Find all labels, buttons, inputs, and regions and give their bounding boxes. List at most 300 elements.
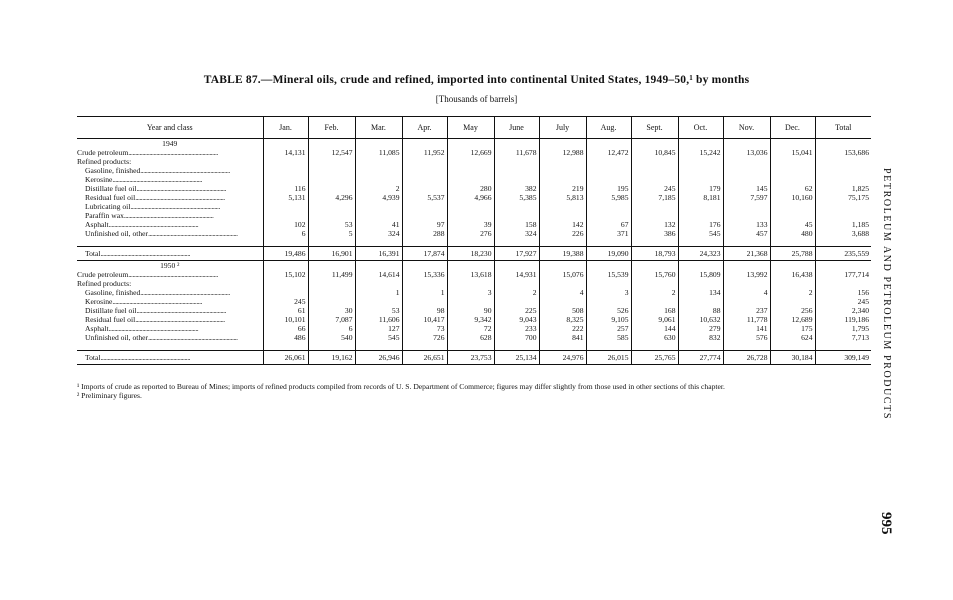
table-row	[77, 297, 871, 306]
empty-cell	[631, 261, 678, 271]
table-cell: 168	[631, 306, 678, 315]
table-cell: 628	[447, 333, 494, 342]
table-cell: 127	[355, 324, 402, 333]
table-cell: 15,041	[770, 148, 815, 157]
table-cell	[586, 211, 631, 220]
table-cell: 245	[815, 297, 871, 306]
total-label	[77, 247, 263, 261]
table-row	[77, 279, 871, 288]
empty-cell	[447, 139, 494, 149]
total-label	[77, 351, 263, 365]
table-cell	[494, 202, 539, 211]
empty-cell	[355, 139, 402, 149]
table-cell	[678, 297, 723, 306]
table-cell: 88	[678, 306, 723, 315]
table-cell: 39	[447, 220, 494, 229]
table-cell: 6	[263, 229, 308, 238]
table-cell	[402, 166, 447, 175]
table-cell	[723, 202, 770, 211]
table-cell: 233	[494, 324, 539, 333]
row-label-text: Kerosine	[85, 175, 113, 184]
table-cell: 3	[447, 288, 494, 297]
table-row	[77, 202, 871, 211]
empty-cell	[494, 139, 539, 149]
row-label-text: Refined products:	[77, 157, 132, 166]
row-label	[77, 270, 263, 279]
total-cell: 16,901	[308, 247, 355, 261]
table-cell: 4,966	[447, 193, 494, 202]
row-label	[77, 157, 263, 166]
table-cell: 12,988	[539, 148, 586, 157]
row-label	[77, 175, 263, 184]
table-cell: 7,087	[308, 315, 355, 324]
leader-dots: ................................................................	[112, 297, 202, 306]
table-cell: 45	[770, 220, 815, 229]
table-cell	[263, 211, 308, 220]
table-row	[77, 270, 871, 279]
table-cell	[263, 166, 308, 175]
table-cell: 9,342	[447, 315, 494, 324]
empty-cell	[631, 238, 678, 247]
empty-cell	[308, 238, 355, 247]
table-cell	[631, 157, 678, 166]
table-cell	[263, 175, 308, 184]
table-cell: 279	[678, 324, 723, 333]
table-cell: 5,385	[494, 193, 539, 202]
table-cell	[494, 166, 539, 175]
table-cell: 700	[494, 333, 539, 342]
year-label: 1949	[162, 139, 178, 148]
table-cell	[494, 211, 539, 220]
table-cell: 179	[678, 184, 723, 193]
table-row	[77, 157, 871, 166]
imports-table	[77, 116, 871, 365]
table-cell: 226	[539, 229, 586, 238]
table-cell: 540	[308, 333, 355, 342]
empty-cell	[539, 238, 586, 247]
table-cell: 7,185	[631, 193, 678, 202]
table-row	[77, 220, 871, 229]
empty-cell	[586, 261, 631, 271]
table-cell: 15,102	[263, 270, 308, 279]
table-cell	[308, 202, 355, 211]
table-cell	[308, 157, 355, 166]
table-cell: 66	[263, 324, 308, 333]
year-row	[77, 261, 871, 271]
table-cell	[815, 202, 871, 211]
leader-dots: ................................................................	[100, 249, 190, 258]
table-cell: 2	[770, 288, 815, 297]
empty-cell	[447, 261, 494, 271]
table-cell	[586, 279, 631, 288]
page-number: 995	[878, 512, 894, 535]
table-cell: 41	[355, 220, 402, 229]
table-cell: 9,043	[494, 315, 539, 324]
table-cell	[494, 157, 539, 166]
table-cell: 1,825	[815, 184, 871, 193]
table-cell: 12,472	[586, 148, 631, 157]
row-label-text: Crude petroleum	[77, 148, 129, 157]
table-cell: 67	[586, 220, 631, 229]
table-cell: 15,242	[678, 148, 723, 157]
table-cell	[308, 166, 355, 175]
table-cell: 116	[263, 184, 308, 193]
table-cell	[447, 202, 494, 211]
empty-cell	[678, 238, 723, 247]
table-cell	[402, 175, 447, 184]
table-cell: 256	[770, 306, 815, 315]
table-cell: 2,340	[815, 306, 871, 315]
table-cell: 10,101	[263, 315, 308, 324]
table-header-row	[77, 117, 871, 139]
total-cell: 23,753	[447, 351, 494, 365]
column-header: Dec.	[770, 117, 815, 139]
empty-cell	[815, 342, 871, 351]
table-cell: 371	[586, 229, 631, 238]
column-header: Nov.	[723, 117, 770, 139]
total-cell: 235,559	[815, 247, 871, 261]
table-cell	[770, 297, 815, 306]
leader-dots: ................................................................	[108, 220, 199, 229]
table-cell	[402, 297, 447, 306]
empty-cell	[815, 238, 871, 247]
table-cell	[308, 288, 355, 297]
table-cell	[402, 202, 447, 211]
footnote-2: ² Preliminary figures.	[77, 391, 142, 400]
table-cell: 245	[631, 184, 678, 193]
empty-cell	[815, 139, 871, 149]
leader-dots: ................................................................	[100, 353, 190, 362]
table-cell: 276	[447, 229, 494, 238]
column-header: July	[539, 117, 586, 139]
empty-cell	[770, 139, 815, 149]
empty-cell	[308, 342, 355, 351]
table-cell: 4	[723, 288, 770, 297]
table-cell: 14,614	[355, 270, 402, 279]
row-label-text: Distillate fuel oil	[85, 184, 137, 193]
row-label	[77, 220, 263, 229]
row-label	[77, 193, 263, 202]
table-cell	[586, 202, 631, 211]
table-cell	[402, 184, 447, 193]
empty-cell	[723, 238, 770, 247]
column-header: Aug.	[586, 117, 631, 139]
total-cell: 18,793	[631, 247, 678, 261]
row-label	[77, 184, 263, 193]
table-cell: 12,689	[770, 315, 815, 324]
row-label	[77, 324, 263, 333]
table-cell	[539, 279, 586, 288]
empty-cell	[494, 261, 539, 271]
table-cell: 1,185	[815, 220, 871, 229]
table-cell: 2	[631, 288, 678, 297]
table-cell: 7,713	[815, 333, 871, 342]
table-cell: 158	[494, 220, 539, 229]
table-cell	[494, 297, 539, 306]
table-cell: 156	[815, 288, 871, 297]
table-cell	[402, 279, 447, 288]
table-cell: 176	[678, 220, 723, 229]
table-cell: 4	[539, 288, 586, 297]
table-cell: 257	[586, 324, 631, 333]
total-cell: 17,927	[494, 247, 539, 261]
table-cell: 142	[539, 220, 586, 229]
table-cell: 145	[723, 184, 770, 193]
table-row	[77, 315, 871, 324]
table-cell: 245	[263, 297, 308, 306]
table-cell	[447, 166, 494, 175]
table-cell: 382	[494, 184, 539, 193]
empty-cell	[263, 139, 308, 149]
total-cell: 24,976	[539, 351, 586, 365]
empty-cell	[447, 238, 494, 247]
table-cell	[723, 211, 770, 220]
footnotes	[77, 382, 877, 400]
empty-cell	[586, 342, 631, 351]
total-cell: 25,788	[770, 247, 815, 261]
table-row	[77, 229, 871, 238]
empty-cell	[723, 139, 770, 149]
table-row	[77, 175, 871, 184]
table-cell: 10,845	[631, 148, 678, 157]
column-header: Sept.	[631, 117, 678, 139]
table-cell: 4,296	[308, 193, 355, 202]
row-label-text: Unfinished oil, other	[85, 333, 149, 342]
total-cell: 25,134	[494, 351, 539, 365]
total-row	[77, 247, 871, 261]
table-cell: 144	[631, 324, 678, 333]
table-cell: 8,325	[539, 315, 586, 324]
table-row	[77, 288, 871, 297]
table-cell: 10,632	[678, 315, 723, 324]
table-cell: 324	[494, 229, 539, 238]
column-header: Mar.	[355, 117, 402, 139]
table-cell	[586, 297, 631, 306]
row-label-text: Gasoline, finished	[85, 166, 141, 175]
table-cell: 13,618	[447, 270, 494, 279]
table-cell	[447, 157, 494, 166]
table-cell: 2	[355, 184, 402, 193]
table-cell: 11,499	[308, 270, 355, 279]
row-label-text: Gasoline, finished	[85, 288, 141, 297]
table-cell: 280	[447, 184, 494, 193]
empty-cell	[586, 238, 631, 247]
spacer-row	[77, 342, 871, 351]
row-label	[77, 148, 263, 157]
total-cell: 30,184	[770, 351, 815, 365]
total-label-text: Total	[85, 353, 101, 362]
table-cell: 62	[770, 184, 815, 193]
table-cell	[539, 202, 586, 211]
table-cell: 219	[539, 184, 586, 193]
empty-cell	[539, 261, 586, 271]
empty-cell	[402, 342, 447, 351]
row-label	[77, 306, 263, 315]
table-cell	[723, 297, 770, 306]
empty-cell	[402, 261, 447, 271]
table-cell	[263, 288, 308, 297]
table-cell: 832	[678, 333, 723, 342]
table-cell	[586, 175, 631, 184]
table-cell	[447, 279, 494, 288]
row-label	[77, 288, 263, 297]
empty-cell	[355, 238, 402, 247]
table-cell: 1	[355, 288, 402, 297]
table-cell	[770, 175, 815, 184]
leader-dots: ................................................................	[136, 184, 226, 193]
table-cell	[770, 166, 815, 175]
table-cell	[723, 166, 770, 175]
table-cell	[539, 175, 586, 184]
table-cell	[263, 202, 308, 211]
row-label	[77, 166, 263, 175]
table-cell: 10,160	[770, 193, 815, 202]
table-row	[77, 193, 871, 202]
table-cell	[355, 166, 402, 175]
year-label: 1950 ²	[160, 261, 180, 270]
table-cell: 119,186	[815, 315, 871, 324]
total-cell: 309,149	[815, 351, 871, 365]
table-cell	[494, 279, 539, 288]
total-cell: 26,946	[355, 351, 402, 365]
table-cell: 13,036	[723, 148, 770, 157]
empty-cell	[355, 261, 402, 271]
table-cell	[631, 166, 678, 175]
leader-dots: ................................................................	[135, 315, 225, 324]
table-cell	[402, 157, 447, 166]
table-cell: 141	[723, 324, 770, 333]
table-cell	[678, 279, 723, 288]
total-cell: 17,874	[402, 247, 447, 261]
row-label	[77, 297, 263, 306]
table-cell	[402, 211, 447, 220]
table-cell	[586, 166, 631, 175]
table-cell: 5,537	[402, 193, 447, 202]
table-cell: 90	[447, 306, 494, 315]
table-cell: 15,760	[631, 270, 678, 279]
table-cell	[815, 279, 871, 288]
table-cell: 1	[402, 288, 447, 297]
table-cell: 177,714	[815, 270, 871, 279]
table-cell: 545	[355, 333, 402, 342]
table-cell	[447, 211, 494, 220]
table-cell: 61	[263, 306, 308, 315]
empty-cell	[539, 139, 586, 149]
table-cell	[539, 211, 586, 220]
footnote-1: ¹ Imports of crude as reported to Bureau of Mines; imports of refined products compiled from records of U. S. Department of Commerce; figures may differ slightly from those used in other sections of this chapter.	[77, 382, 725, 391]
table-cell: 5,131	[263, 193, 308, 202]
table-cell: 12,547	[308, 148, 355, 157]
leader-dots: ................................................................	[148, 333, 238, 342]
table-row	[77, 211, 871, 220]
empty-cell	[678, 139, 723, 149]
row-label-text: Paraffin wax	[85, 211, 124, 220]
table-cell	[355, 157, 402, 166]
table-cell	[631, 211, 678, 220]
table-cell: 526	[586, 306, 631, 315]
table-cell: 5,813	[539, 193, 586, 202]
table-cell: 237	[723, 306, 770, 315]
row-label	[77, 333, 263, 342]
total-cell: 26,015	[586, 351, 631, 365]
table-cell	[815, 175, 871, 184]
table-cell: 11,085	[355, 148, 402, 157]
table-cell	[678, 157, 723, 166]
empty-cell	[631, 139, 678, 149]
spacer-row	[77, 238, 871, 247]
empty-cell	[678, 342, 723, 351]
table-cell: 10,417	[402, 315, 447, 324]
table-cell: 5	[308, 229, 355, 238]
running-head: PETROLEUM AND PETROLEUM PRODUCTS	[881, 168, 892, 421]
table-cell	[494, 175, 539, 184]
table-cell: 53	[355, 306, 402, 315]
empty-cell	[263, 238, 308, 247]
row-label-text: Distillate fuel oil	[85, 306, 137, 315]
empty-cell	[678, 261, 723, 271]
empty-cell	[494, 342, 539, 351]
table-cell	[447, 297, 494, 306]
row-label-text: Residual fuel oil	[85, 193, 136, 202]
table-cell: 15,539	[586, 270, 631, 279]
total-cell: 24,323	[678, 247, 723, 261]
empty-cell	[308, 261, 355, 271]
table-cell	[355, 279, 402, 288]
table-cell: 9,061	[631, 315, 678, 324]
table-cell	[770, 202, 815, 211]
table-cell: 132	[631, 220, 678, 229]
table-title: TABLE 87.—Mineral oils, crude and refined, imported into continental United States, 1949–50,¹ by months	[203, 74, 750, 86]
empty-cell	[770, 342, 815, 351]
table-cell: 545	[678, 229, 723, 238]
table-cell: 225	[494, 306, 539, 315]
year-row	[77, 139, 871, 149]
table-cell	[770, 279, 815, 288]
total-cell: 27,774	[678, 351, 723, 365]
empty-cell	[263, 342, 308, 351]
column-header: May	[447, 117, 494, 139]
table-cell: 134	[678, 288, 723, 297]
column-header: Year and class	[77, 117, 263, 139]
table-cell: 8,181	[678, 193, 723, 202]
table-cell: 175	[770, 324, 815, 333]
table-cell: 624	[770, 333, 815, 342]
total-cell: 26,728	[723, 351, 770, 365]
table-cell	[308, 279, 355, 288]
table-cell: 97	[402, 220, 447, 229]
leader-dots: ................................................................	[112, 175, 202, 184]
leader-dots: ................................................................	[108, 324, 199, 333]
empty-cell	[539, 342, 586, 351]
row-label-text: Unfinished oil, other	[85, 229, 149, 238]
table-cell: 576	[723, 333, 770, 342]
leader-dots: ................................................................	[135, 193, 225, 202]
table-cell	[308, 297, 355, 306]
table-cell: 53	[308, 220, 355, 229]
table-cell	[631, 175, 678, 184]
row-label	[77, 229, 263, 238]
row-label-text: Residual fuel oil	[85, 315, 136, 324]
table-cell: 288	[402, 229, 447, 238]
row-label	[77, 315, 263, 324]
table-cell: 16,438	[770, 270, 815, 279]
column-header: Apr.	[402, 117, 447, 139]
table-cell: 15,076	[539, 270, 586, 279]
table-cell	[355, 211, 402, 220]
table-cell	[770, 157, 815, 166]
table-cell: 14,131	[263, 148, 308, 157]
empty-cell	[402, 238, 447, 247]
